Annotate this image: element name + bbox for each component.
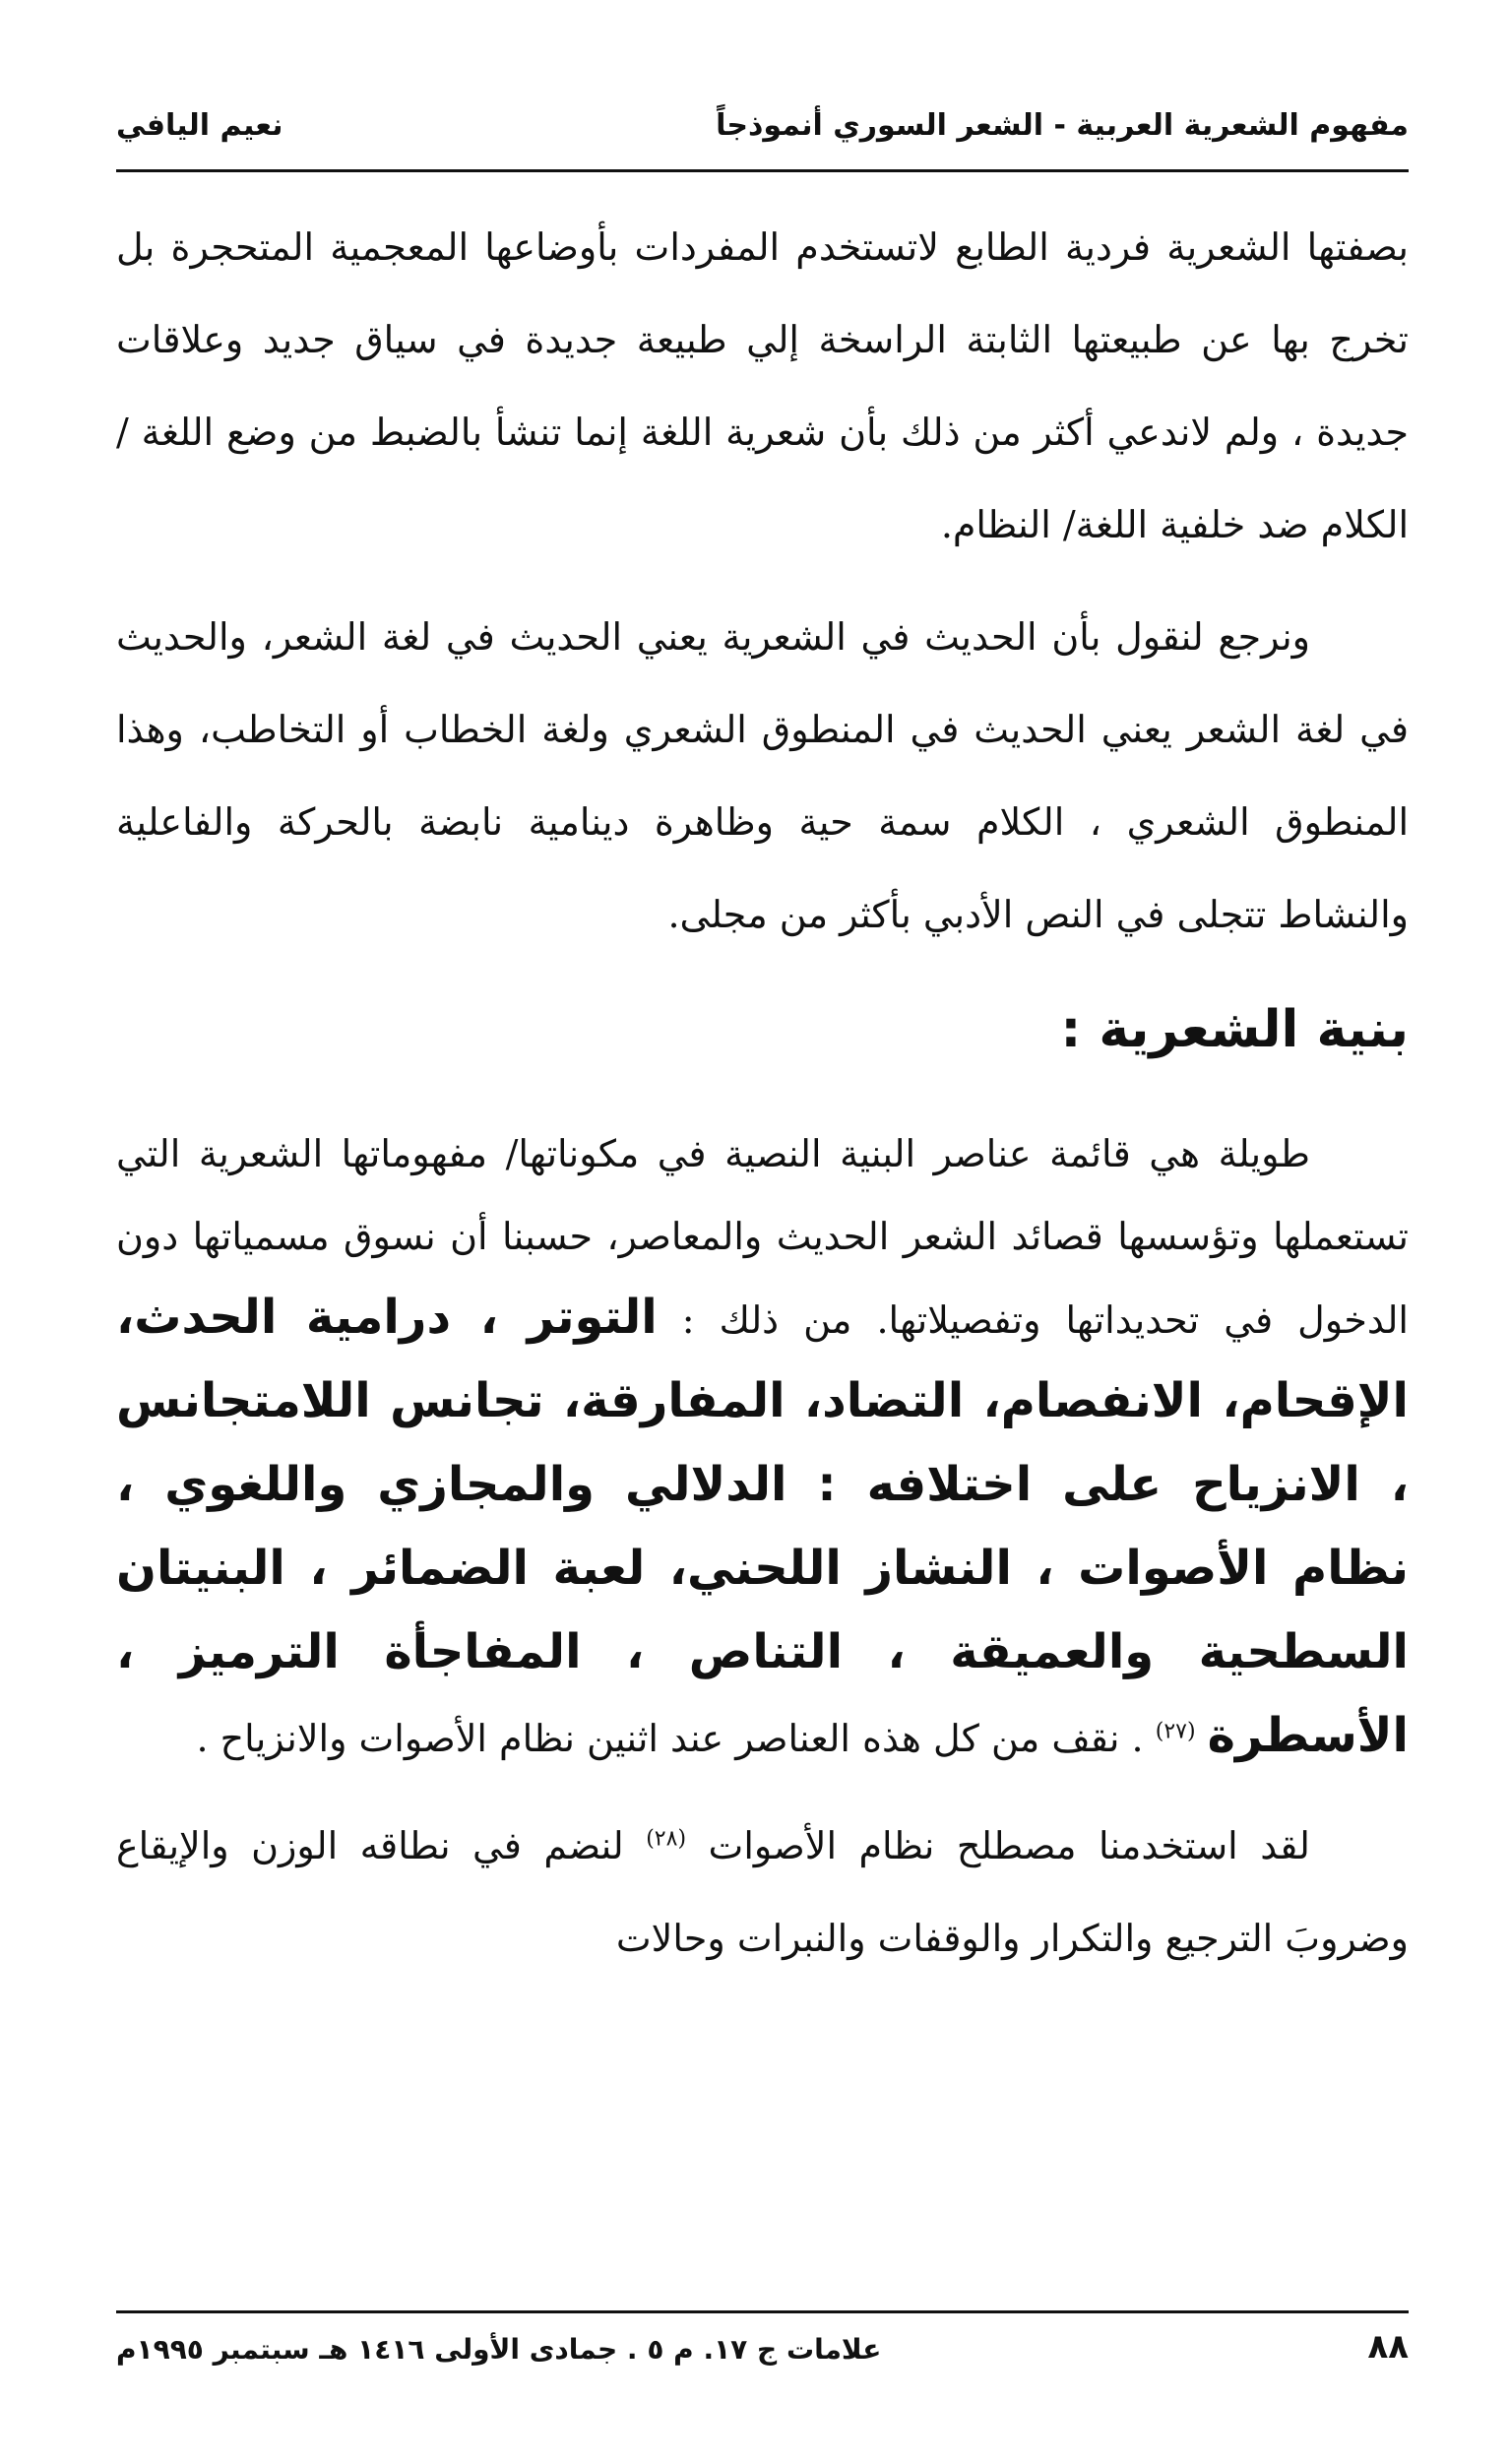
journal-citation: علامات ج ١٧. م ٥ . جمادى الأولى ١٤١٦ هـ سبتمبر ١٩٩٥م: [116, 2333, 882, 2366]
paragraph-3-tail: . نقف من كل هذه العناصر عند اثنين نظام الأصوات والانزياح .: [196, 1717, 1144, 1760]
paragraph-4-end: لنضم في نطاقه الوزن والإيقاع وضروبَ الترجيع والتكرار والوقفات والنبرات وحالات: [116, 1824, 1409, 1960]
section-heading: بنية الشعرية :: [1060, 1000, 1409, 1059]
footnote-ref-27: (٢٧): [1155, 1719, 1196, 1744]
paragraph-1: بصفتها الشعرية فردية الطابع لاتستخدم المفردات بأوضاعها المعجمية المتحجرة بل تخرج بها عن طبيعتها الثابتة الراسخة إلي طبيعة جديدة في سياق جديد وعلاقات جديدة ، ولم لاندعي أكثر من ذلك بأن شعرية اللغة إنما تنشأ بالضبط من وضع اللغة / الكلام ضد خلفية اللغة/ النظام.: [116, 225, 1409, 546]
paragraph-4-start: لقد استخدمنا مصطلح نظام الأصوات: [708, 1824, 1310, 1867]
running-header: [116, 91, 1409, 172]
elements-list: التوتر ، درامية الحدث، الإقحام، الانفصام، التضاد، المفارقة، تجانس اللامتجانس ، الانزياح على اختلافه : الدلالي والمجازي واللغوي ، نظام الأصوات ، النشاز اللحني، لعبة الضمائر ، البنيتان السطحية والعميقة ، التناص ، المفاجأة الترميز ، الأسطرة: [116, 1290, 1409, 1763]
paragraph-4: [116, 1800, 1409, 1985]
page-number: ٨٨: [1367, 2327, 1409, 2367]
paragraph-3: [116, 1112, 1409, 1780]
running-footer: [116, 2310, 1409, 2382]
paragraph-3-intro: طويلة هي قائمة عناصر البنية النصية في مكوناتها/ مفهوماتها الشعرية التي تستعملها وتؤسسها قصائد الشعر الحديث والمعاصر، حسبنا أن نسوق مسمياتها دون الدخول في تحديداتها وتفصيلاتها. من ذلك :: [116, 1132, 1409, 1342]
body-text: [116, 201, 1409, 1985]
header-author: نعيم اليافي: [116, 108, 283, 143]
footnote-ref-28: (٢٨): [646, 1826, 687, 1852]
paragraph-2: ونرجع لنقول بأن الحديث في الشعرية يعني الحديث في لغة الشعر، والحديث في لغة الشعر يعني الحديث في المنطوق الشعري ولغة الخطاب أو التخاطب، وهذا المنطوق الشعري ، الكلام سمة حية وظاهرة دينامية نابضة بالحركة والفاعلية والنشاط تتجلى في النص الأدبي بأكثر من مجلى.: [116, 615, 1409, 936]
header-title: مفهوم الشعرية العربية - الشعر السوري أنموذجاً: [716, 108, 1409, 143]
